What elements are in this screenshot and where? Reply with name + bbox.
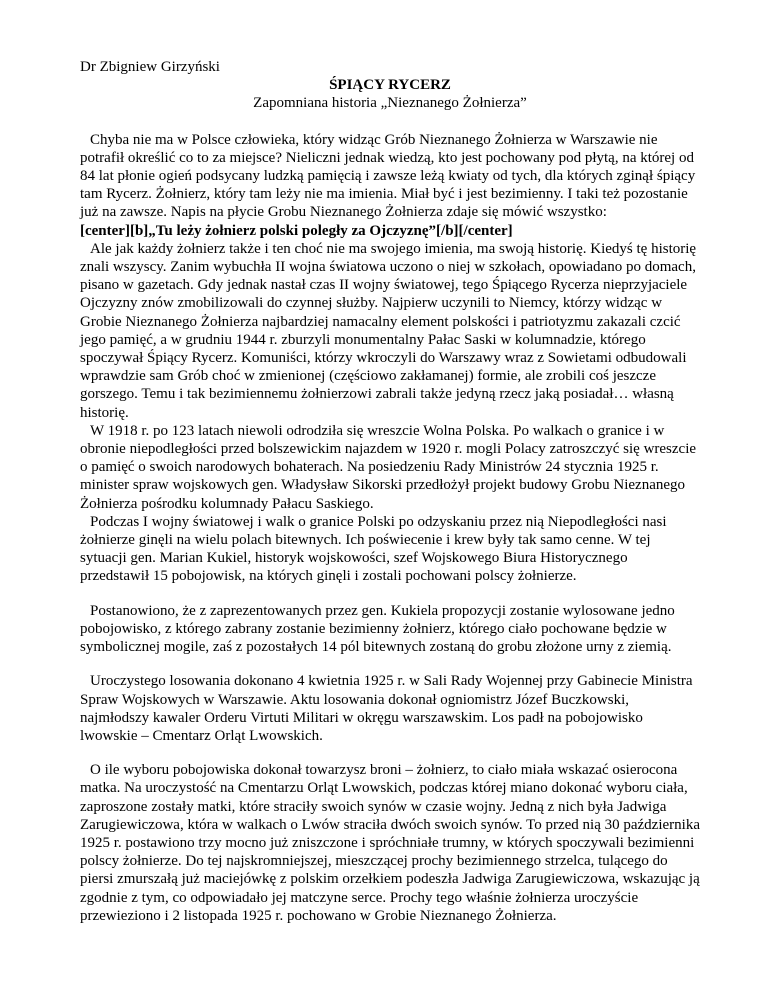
intro-paragraph: Chyba nie ma w Polsce człowieka, który widząc Grób Nieznanego Żołnierza w Warszawie nie potrafił określić co to za miejsce? Nieliczni jednak wiedzą, kto jest pochowany pod płytą, na której od 84 lat płonie ogień podsycany ludzką pamięcią i zawsze leżą kwiaty od tych, dla których zginął śpiący tam Rycerz. Żołnierz, który tam leży nie ma imienia. Miał być i jest bezimienny. I taki też pozostanie już na zawsze. Napis na płycie Grobu Nieznanego Żołnierza zdaje się mówić wszystko: (80, 131, 696, 221)
document-subtitle: Zapomniana historia „Nieznanego Żołnierza” (253, 95, 527, 112)
inscription-line: [center][b]„Tu leży żołnierz polski poległy za Ojczyznę”[/b][/center] (80, 222, 513, 239)
document-page (80, 58, 700, 925)
paragraph-history: Ale jak każdy żołnierz także i ten choć nie ma swojego imienia, ma swoją historię. Kiedyś tę historię znali wszyscy. Zanim wybuchła II wojna światowa uczono o niej w szkołach, opowiadano po domach, pisano w gazetach. Gdy jednak nastał czas II wojny światowej, tego Śpiącego Rycerza nieprzyjaciele Ojczyzny znów zmobilizowali do czynnej służby. Najpierw uczynili to Niemcy, którzy widząc w Grobie Nieznanego Żołnierza najbardziej namacalny element polskości i patriotyzmu zakazali czcić jego pamięć, a w grudniu 1944 r. zburzyli monumentalny Pałac Saski w kolumnadzie, którego spoczywał Śpiący Rycerz. Komuniści, którzy wkroczyli do Warszawy wraz z Sowietami odbudowali wprawdzie sam Grób choć w zmienionej (częściowo zakłamanej) formie, ale zrobili coś jeszcze gorszego. Temu i tak bezimiennemu żołnierzowi zabrali także jedyną rzecz jaką posiadał… własną historię. (80, 240, 697, 421)
paragraph-mother: O ile wyboru pobojowiska dokonał towarzysz broni – żołnierz, to ciało miała wskazać osierocona matka. Na uroczystość na Cmentarzu Orląt Lwowskich, podczas której miano dokonać wyboru ciała, zaproszone zostały matki, które straciły swoich synów w czasie wojny. Jedną z nich była Jadwiga Zarugiewiczowa, która w walkach o Lwów straciła dwóch swoich synów. To przed nią 30 października 1925 r. postawiono trzy mocno już zniszczone i spróchniałe trumny, w których spoczywali bezimienni polscy żołnierze. Do tej najskromniejszej, mieszczącej prochy bezimiennego strzelca, tulącego do piersi zmurszałą już maciejówkę z polskim orzełkiem podeszła Jadwiga Zarugiewiczowa, wskazując ją zgodnie z tym, co odpowiadało jej matczyne serce. Prochy tego właśnie żołnierza uroczyście przewieziono i 2 listopada 1925 r. pochowano w Grobie Nieznanego Żołnierza. (80, 762, 700, 924)
document-title: ŚPIĄCY RYCERZ (329, 77, 451, 94)
paragraph-lottery: Uroczystego losowania dokonano 4 kwietnia 1925 r. w Sali Rady Wojennej przy Gabinecie Ministra Spraw Wojskowych w Warszawie. Aktu losowania dokonał ogniomistrz Józef Buczkowski, najmłodszy kawaler Orderu Virtuti Militari w okręgu warszawskim. Los padł na pobojowisko lwowskie – Cmentarz Orląt Lwowskich. (80, 673, 693, 744)
paragraph-1918: W 1918 r. po 123 latach niewoli odrodziła się wreszcie Wolna Polska. Po walkach o granice i w obronie niepodległości przed bolszewickim najazdem w 1920 r. mogli Polacy zatroszczyć się wreszcie o pamięć o swoich narodowych bohaterach. Na posiedzeniu Rady Ministrów 24 stycznia 1925 r. minister spraw wojskowych gen. Władysław Sikorski przedłożył projekt budowy Grobu Nieznanego Żołnierza pośrodku kolumnady Pałacu Saskiego. (80, 422, 697, 512)
paragraph-battlefields: Podczas I wojny światowej i walk o granice Polski po odzyskaniu przez nią Niepodległości nasi żołnierze ginęli na wielu polach bitewnych. Ich poświecenie i krew były tak samo cenne. W tej sytuacji gen. Marian Kukiel, historyk wojskowości, szef Wojskowego Biura Historycznego przedstawił 15 pobojowisk, na których ginęli i zostali pochowani polscy żołnierze. (80, 513, 667, 585)
paragraph-decision: Postanowiono, że z zaprezentowanych przez gen. Kukiela propozycji zostanie wylosowane jedno pobojowisko, z którego zabrany zostanie bezimienny żołnierz, którego ciało pochowane będzie w symbolicznej mogile, zaś z pozostałych 14 pól bitewnych zostaną do grobu złożone urny z ziemią. (80, 602, 675, 656)
author-line: Dr Zbigniew Girzyński (80, 59, 220, 75)
